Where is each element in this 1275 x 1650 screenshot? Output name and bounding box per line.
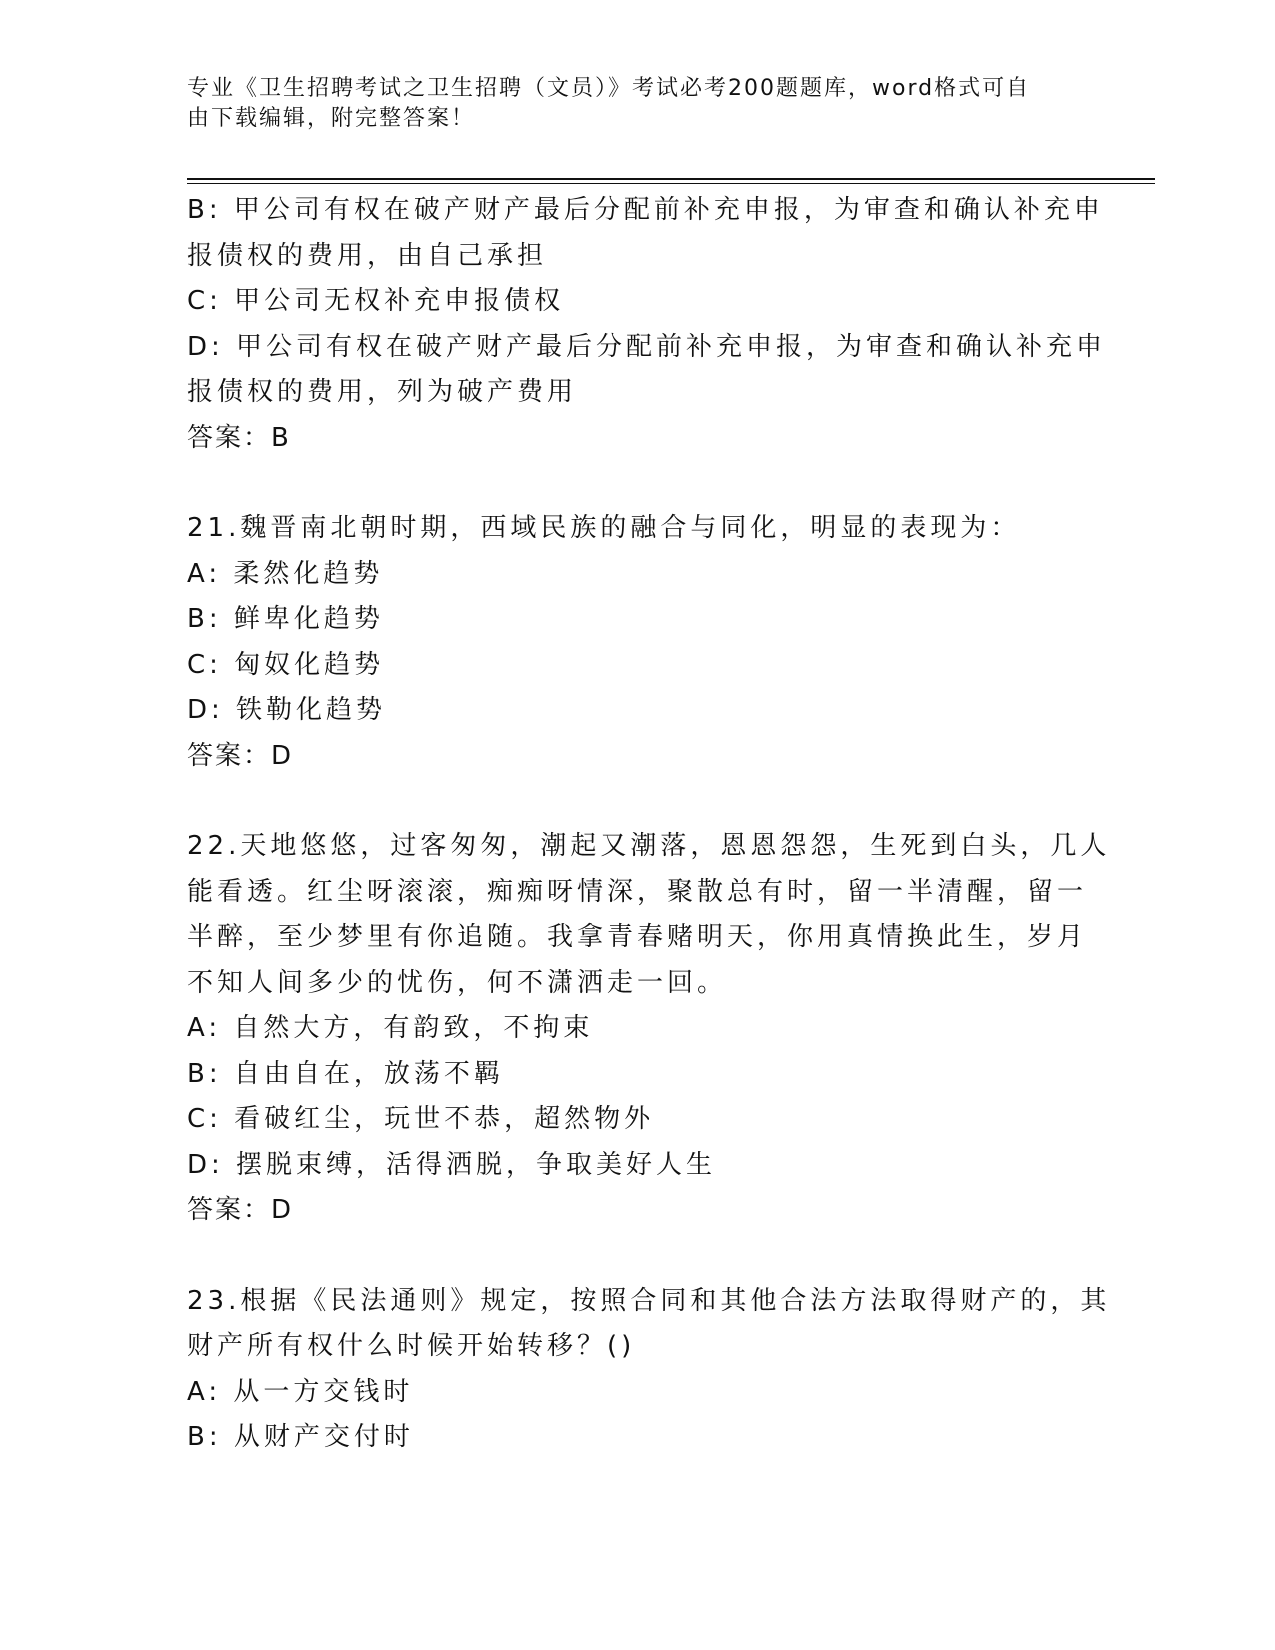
q22-stem-line-1: 22.天地悠悠，过客匆匆，潮起又潮落，恩恩怨怨，生死到白头，几人 bbox=[187, 831, 1111, 861]
q21-stem: 21.魏晋南北朝时期，西域民族的融合与同化，明显的表现为： bbox=[187, 513, 1021, 543]
q21-option-d: D: 铁勒化趋势 bbox=[187, 695, 387, 725]
q23-option-a: A: 从一方交钱时 bbox=[187, 1376, 414, 1407]
prev-answer: 答案：B bbox=[187, 422, 291, 453]
q22-stem-line-4: 不知人间多少的忧伤，何不潇洒走一回。 bbox=[187, 967, 728, 998]
prev-option-d-line-2: 报债权的费用，列为破产费用 bbox=[187, 377, 578, 407]
q22-option-d: D: 摆脱束缚，活得洒脱，争取美好人生 bbox=[187, 1149, 717, 1180]
prev-option-d-line-1: D: 甲公司有权在破产财产最后分配前补充申报，为审查和确认补充申 bbox=[187, 331, 1107, 362]
prev-option-b-line-2: 报债权的费用，由自己承担 bbox=[187, 240, 548, 271]
prev-option-b-line-1: B: 甲公司有权在破产财产最后分配前补充申报，为审查和确认补充申 bbox=[187, 195, 1104, 225]
header-line-1: 专业《卫生招聘考试之卫生招聘（文员）》考试必考200题题库，word格式可自 bbox=[187, 76, 1031, 101]
q22-option-b: B: 自由自在，放荡不羁 bbox=[187, 1058, 504, 1089]
q21-option-a: A: 柔然化趋势 bbox=[187, 558, 384, 589]
header-divider-thick bbox=[187, 178, 1155, 180]
q22-answer: 答案：D bbox=[187, 1195, 294, 1225]
header-divider-thin bbox=[187, 183, 1155, 184]
question-content bbox=[187, 188, 1111, 1461]
q22-stem-line-2: 能看透。红尘呀滚滚，痴痴呀情深，聚散总有时，留一半清醒，留一 bbox=[187, 876, 1088, 907]
q21-answer: 答案：D bbox=[187, 740, 294, 771]
q23-stem-line-1: 23.根据《民法通则》规定，按照合同和其他合法方法取得财产的，其 bbox=[187, 1285, 1111, 1316]
q23-stem-line-2: 财产所有权什么时候开始转移？() bbox=[187, 1331, 636, 1361]
header-line-2: 由下载编辑，附完整答案！ bbox=[187, 106, 476, 131]
q21-option-b: B: 鲜卑化趋势 bbox=[187, 604, 384, 634]
q21-option-c: C: 匈奴化趋势 bbox=[187, 649, 385, 680]
spacer bbox=[187, 779, 1087, 824]
q22-stem-line-3: 半醉，至少梦里有你追随。我拿青春赌明天，你用真情换此生，岁月 bbox=[187, 922, 1088, 952]
prev-option-c: C: 甲公司无权补充申报债权 bbox=[187, 286, 565, 316]
q23-option-b: B: 从财产交付时 bbox=[187, 1422, 414, 1452]
spacer bbox=[187, 1234, 1087, 1279]
q22-option-c: C: 看破红尘，玩世不恭，超然物外 bbox=[187, 1104, 655, 1134]
q22-option-a: A: 自然大方，有韵致，不拘束 bbox=[187, 1013, 594, 1043]
spacer bbox=[187, 461, 1087, 506]
document-header bbox=[187, 74, 1067, 134]
